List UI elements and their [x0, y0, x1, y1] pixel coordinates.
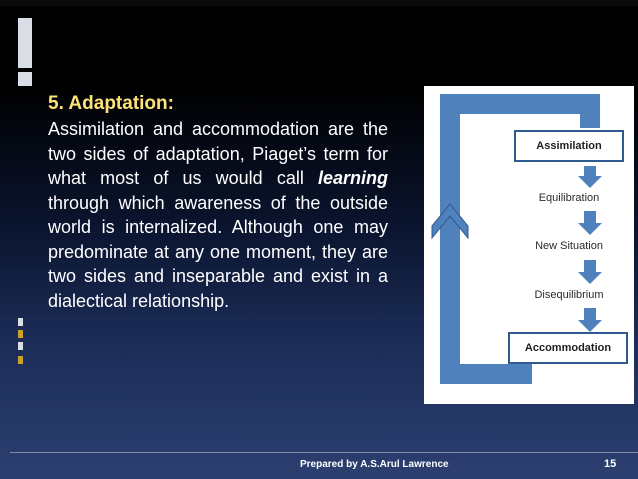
body-text-end: through which awareness of the outside world is internalized. Although one may predominate at any one moment, they are two sides and inseparable and exist in a dialectical relationship. — [48, 192, 388, 311]
top-bar — [0, 0, 638, 6]
down-arrow-icon — [578, 260, 602, 284]
loop-left-arm — [440, 94, 460, 384]
footer-divider — [10, 452, 638, 453]
loop-bottom-bar — [440, 364, 532, 384]
footer-credit: Prepared by A.S.Arul Lawrence — [300, 459, 449, 470]
step-label: New Situation — [535, 240, 603, 252]
down-arrow-icon — [578, 308, 602, 332]
page-number: 15 — [604, 458, 617, 470]
decor-square — [18, 318, 23, 326]
slide-heading: 5. Adaptation: — [48, 93, 174, 114]
loop-top-drop — [580, 94, 600, 128]
decor-square — [18, 18, 32, 68]
decor-square — [18, 72, 32, 86]
slide-body — [48, 117, 388, 313]
step-label: Equilibration — [538, 192, 600, 204]
assimilation-box: Assimilation — [514, 130, 624, 162]
down-arrow-icon — [578, 166, 602, 188]
loop-top-bar — [440, 94, 600, 114]
down-arrow-icon — [578, 211, 602, 235]
adaptation-diagram — [424, 86, 634, 404]
step-label: Disequilibrium — [534, 289, 604, 301]
decor-square — [18, 330, 23, 338]
body-emphasis: learning — [317, 168, 388, 188]
body-text-start: Assimilation and accommodation are the two sides of adaptation, Piaget’s term for what most of us would call — [48, 119, 388, 188]
accommodation-box: Accommodation — [508, 332, 628, 364]
decor-square — [18, 356, 23, 364]
decor-square — [18, 342, 23, 350]
